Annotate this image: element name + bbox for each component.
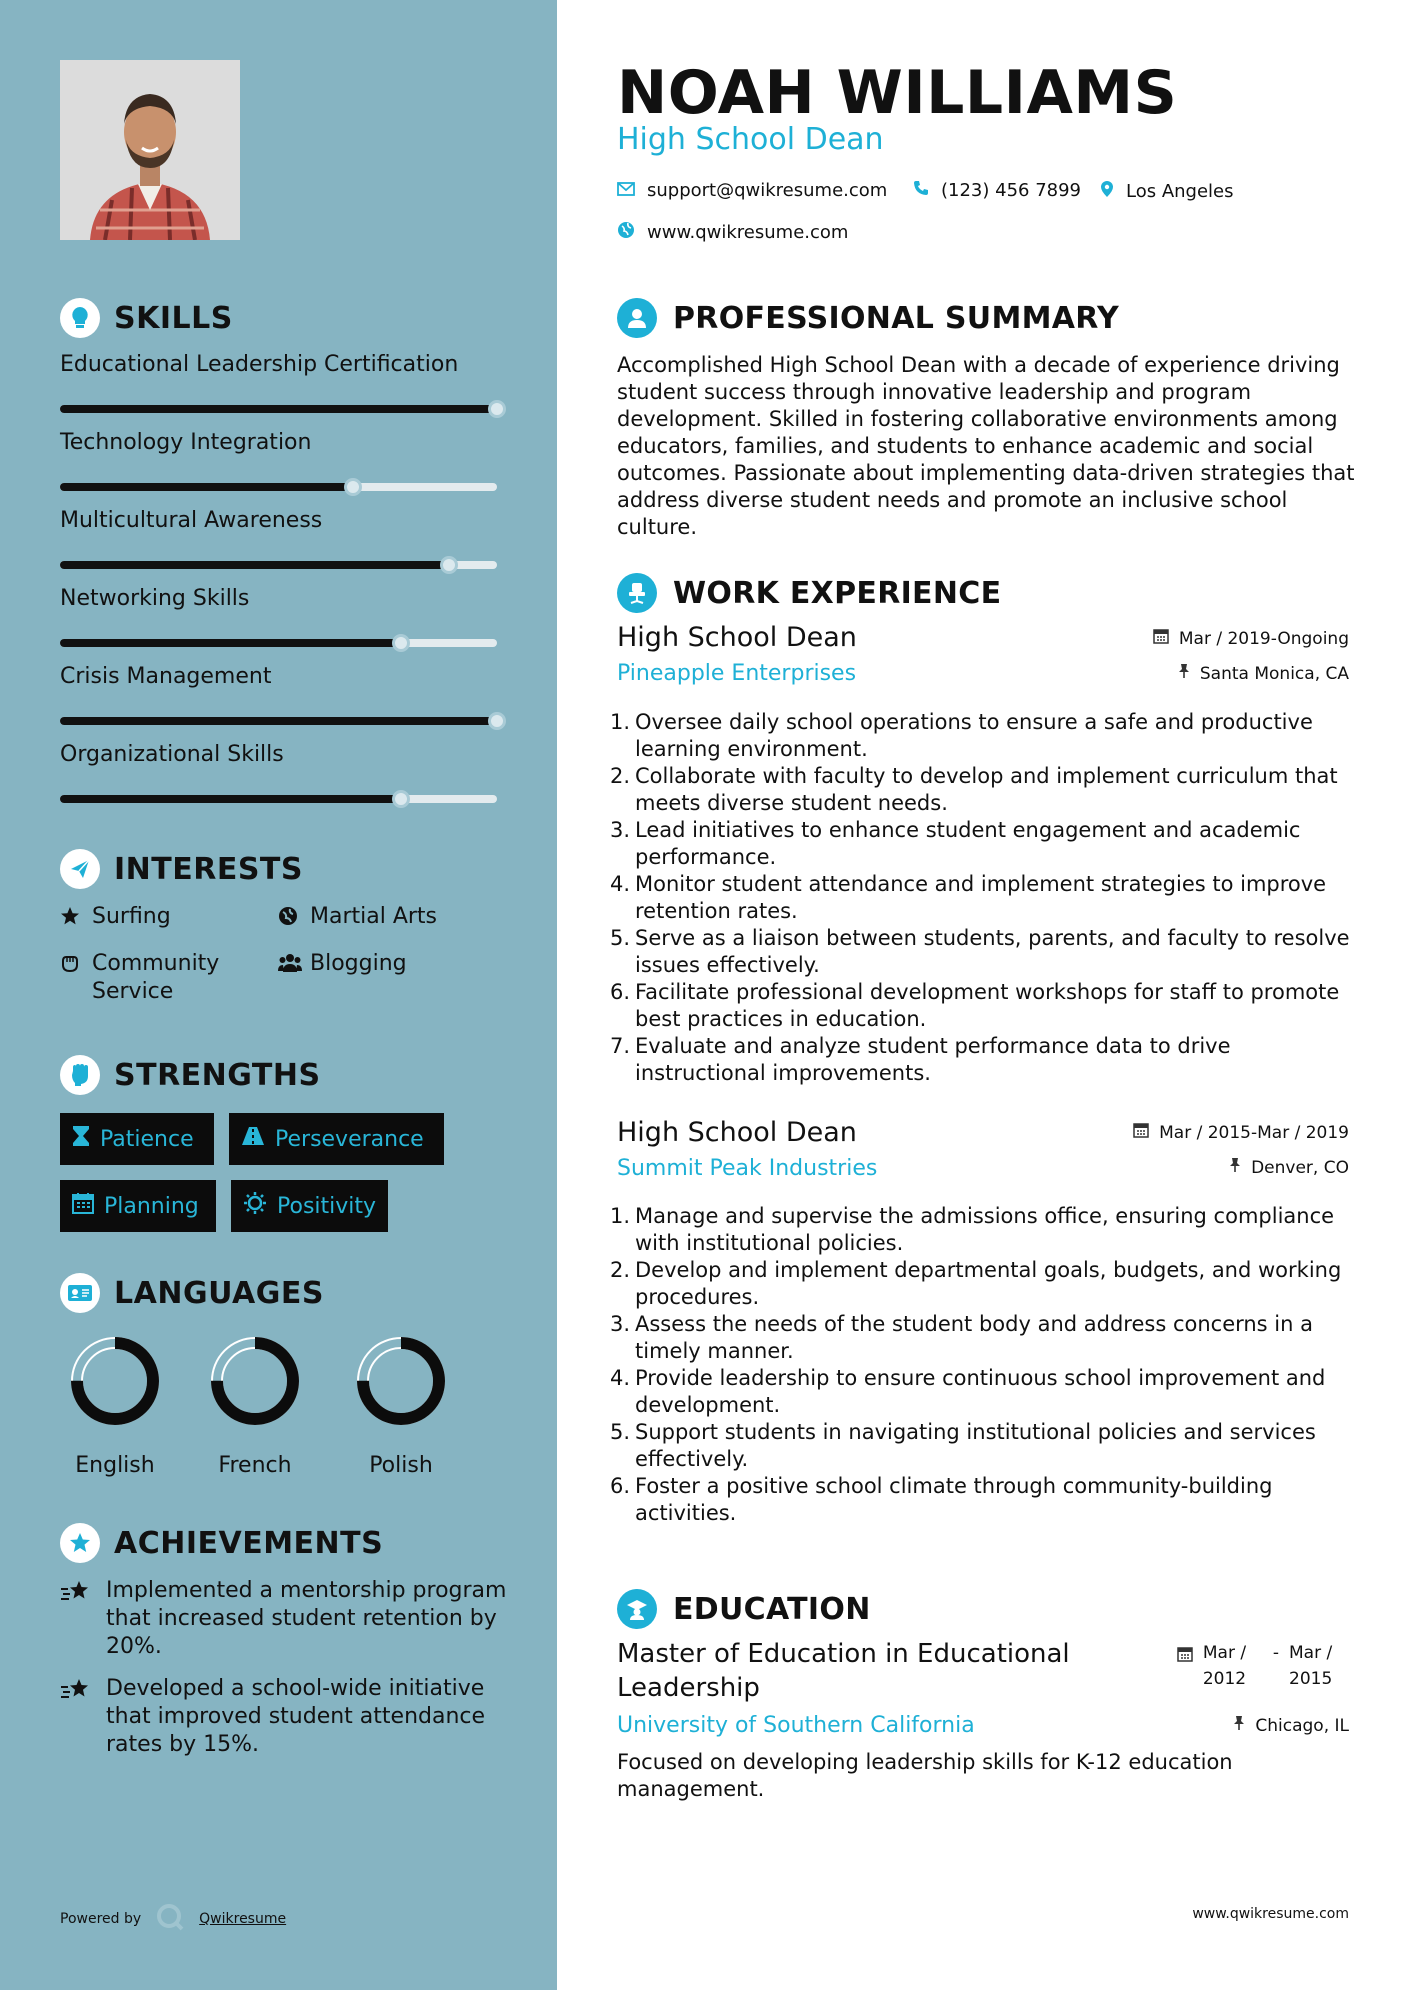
language-label: Polish <box>369 1453 433 1478</box>
skill-level-knob <box>392 790 410 808</box>
language-item <box>205 1331 305 1478</box>
duty-text: Support students in navigating institutional policies and services effectively. <box>635 1420 1316 1471</box>
skill-level-knob <box>392 634 410 652</box>
duty-item <box>610 1203 1350 1257</box>
language-item <box>65 1331 165 1478</box>
skill-level-knob <box>488 400 506 418</box>
phone-icon <box>913 180 929 201</box>
calendar-icon <box>1153 628 1169 649</box>
skill-level-fill <box>60 405 497 413</box>
experience-title: WORK EXPERIENCE <box>673 575 1002 611</box>
hourglass-icon <box>72 1125 90 1153</box>
education-location <box>1233 1715 1349 1736</box>
contact-email[interactable] <box>617 180 887 201</box>
job-dates-text: Mar / 2019-Ongoing <box>1178 628 1349 649</box>
strength-label: Planning <box>104 1193 199 1219</box>
skill-label: Networking Skills <box>60 586 250 611</box>
strength-badge <box>60 1180 216 1232</box>
powered-by-label: Powered by <box>60 1911 142 1927</box>
qwikresume-link[interactable]: Qwikresume <box>199 1911 287 1927</box>
calendar-icon <box>1133 1122 1149 1143</box>
duty-item <box>610 1033 1350 1087</box>
candidate-name: NOAH WILLIAMS <box>617 58 1178 128</box>
strengths-title: STRENGTHS <box>114 1057 321 1093</box>
id-card-icon <box>60 1273 100 1313</box>
duty-item <box>610 817 1350 871</box>
duty-number: 4. <box>610 1366 631 1390</box>
job-location-text: Denver, CO <box>1251 1157 1349 1178</box>
duty-item <box>610 925 1350 979</box>
achievement-text: Developed a school-wide initiative that improved student attendance rates by 15%. <box>106 1676 486 1757</box>
website-text: www.qwikresume.com <box>647 222 849 243</box>
skill-level-fill <box>60 795 401 803</box>
duty-number: 6. <box>610 1474 631 1498</box>
duty-text: Provide leadership to ensure continuous school improvement and development. <box>635 1366 1326 1417</box>
duty-number: 2. <box>610 764 631 788</box>
sidebar <box>0 0 557 1990</box>
office-chair-icon <box>617 573 657 613</box>
duty-text: Collaborate with faculty to develop and implement curriculum that meets diverse student needs. <box>635 764 1338 815</box>
strength-label: Perseverance <box>275 1126 424 1152</box>
skill-label: Technology Integration <box>60 430 312 455</box>
interest-item <box>60 903 171 934</box>
interest-item <box>60 950 260 1006</box>
qwikresume-logo-icon <box>155 1902 185 1936</box>
duty-number: 3. <box>610 818 631 842</box>
job-dates <box>1153 628 1349 649</box>
achievement-item <box>60 1675 510 1759</box>
road-icon <box>241 1126 265 1152</box>
person-photo-icon <box>60 60 240 240</box>
language-proficiency-ring <box>65 1331 165 1431</box>
skill-item <box>60 664 500 689</box>
interest-item <box>278 950 407 981</box>
education-start: Mar / 2012 <box>1202 1643 1247 1689</box>
education-description: Focused on developing leadership skills for K-12 education management. <box>617 1750 1233 1801</box>
duty-number: 1. <box>610 710 631 734</box>
job-location-text: Santa Monica, CA <box>1199 663 1349 684</box>
duty-item <box>610 1365 1350 1419</box>
language-item <box>351 1331 451 1478</box>
skill-label: Multicultural Awareness <box>60 508 323 533</box>
skill-level-fill <box>60 717 497 725</box>
language-label: French <box>218 1453 292 1478</box>
job-title: High School Dean <box>617 622 857 653</box>
duty-item <box>610 1419 1350 1473</box>
skill-label: Crisis Management <box>60 664 272 689</box>
users-icon <box>278 950 300 981</box>
contact-website[interactable] <box>617 221 848 244</box>
education-dates <box>1177 1640 1349 1692</box>
pushpin-icon <box>1178 663 1190 684</box>
duty-text: Manage and supervise the admissions office, ensuring compliance with institutional policies. <box>635 1204 1335 1255</box>
job-title: High School Dean <box>617 1117 857 1148</box>
duty-text: Lead initiatives to enhance student engagement and academic performance. <box>635 818 1301 869</box>
interest-item <box>278 903 437 934</box>
candidate-title: High School Dean <box>617 122 884 157</box>
achievements-title: ACHIEVEMENTS <box>114 1525 384 1561</box>
strengths-heading <box>60 1055 321 1095</box>
graduate-icon <box>617 1589 657 1629</box>
job-duties-list <box>610 709 1350 1087</box>
duty-item <box>610 1257 1350 1311</box>
shooting-star-icon <box>60 1675 94 1759</box>
duty-number: 1. <box>610 1204 631 1228</box>
education-heading <box>617 1589 871 1629</box>
job-company: Pineapple Enterprises <box>617 661 857 686</box>
job-location <box>1178 663 1349 684</box>
job-dates <box>1133 1122 1349 1143</box>
duty-number: 4. <box>610 872 631 896</box>
fist-icon <box>60 1055 100 1095</box>
duty-text: Serve as a liaison between students, parents, and faculty to resolve issues effectively. <box>635 926 1350 977</box>
calendar-icon <box>72 1192 94 1220</box>
achievements-heading <box>60 1523 383 1563</box>
language-label: English <box>75 1453 155 1478</box>
duty-number: 7. <box>610 1034 631 1058</box>
job-duties-list <box>610 1203 1350 1527</box>
duty-item <box>610 979 1350 1033</box>
duty-number: 5. <box>610 1420 631 1444</box>
skills-heading <box>60 298 233 338</box>
summary-title: PROFESSIONAL SUMMARY <box>673 300 1120 336</box>
summary-heading <box>617 298 1119 338</box>
skill-level-fill <box>60 561 449 569</box>
interest-label: Community Service <box>92 951 220 1004</box>
language-proficiency-ring <box>351 1331 451 1431</box>
footer-url[interactable]: www.qwikresume.com <box>1192 1906 1349 1922</box>
job-company: Summit Peak Industries <box>617 1156 878 1181</box>
duty-number: 2. <box>610 1258 631 1282</box>
interest-label: Surfing <box>92 904 171 929</box>
education-end: Mar / 2015 <box>1289 1643 1333 1689</box>
paper-plane-icon <box>60 849 100 889</box>
date-separator: - <box>1272 1643 1279 1663</box>
skill-level-knob <box>344 478 362 496</box>
location-text: Los Angeles <box>1126 181 1234 202</box>
star-icon <box>60 903 82 934</box>
sun-icon <box>243 1191 267 1221</box>
strength-label: Positivity <box>277 1193 377 1219</box>
duty-item <box>610 1311 1350 1365</box>
strength-badge <box>231 1180 388 1232</box>
skills-title: SKILLS <box>114 300 233 336</box>
strength-label: Patience <box>100 1126 194 1152</box>
duty-number: 3. <box>610 1312 631 1336</box>
language-proficiency-ring <box>205 1331 305 1431</box>
skill-item <box>60 508 500 533</box>
skill-level-knob <box>440 556 458 574</box>
skill-level-bar <box>60 639 497 647</box>
languages-title: LANGUAGES <box>114 1275 324 1311</box>
education-school: University of Southern California <box>617 1713 975 1738</box>
calendar-icon <box>1177 1640 1193 1670</box>
star-badge-icon <box>60 1523 100 1563</box>
interests-heading <box>60 849 303 889</box>
hand-icon <box>60 950 82 1006</box>
duty-text: Monitor student attendance and implement strategies to improve retention rates. <box>635 872 1327 923</box>
skill-level-knob <box>488 712 506 730</box>
skill-item <box>60 352 500 377</box>
education-location-text: Chicago, IL <box>1255 1715 1349 1736</box>
duty-text: Oversee daily school operations to ensure a safe and productive learning environment. <box>635 710 1313 761</box>
phone-text: (123) 456 7899 <box>941 180 1082 201</box>
strength-badge <box>60 1113 214 1165</box>
contact-location <box>1100 180 1234 203</box>
lightbulb-icon <box>60 298 100 338</box>
job-location <box>1229 1157 1349 1178</box>
skill-level-fill <box>60 639 401 647</box>
experience-heading <box>617 573 1001 613</box>
skill-level-bar <box>60 561 497 569</box>
strength-badge <box>229 1113 444 1165</box>
duty-number: 5. <box>610 926 631 950</box>
skill-level-bar <box>60 483 497 491</box>
interest-label: Martial Arts <box>310 904 438 929</box>
duty-number: 6. <box>610 980 631 1004</box>
skill-label: Educational Leadership Certification <box>60 352 459 377</box>
skill-level-fill <box>60 483 353 491</box>
skill-level-bar <box>60 795 497 803</box>
duty-text: Foster a positive school climate through community-building activities. <box>635 1474 1273 1525</box>
map-pin-icon <box>1100 180 1114 203</box>
job-dates-text: Mar / 2015-Mar / 2019 <box>1159 1122 1349 1143</box>
duty-item <box>610 1473 1350 1527</box>
education-title: EDUCATION <box>673 1591 871 1627</box>
languages-heading <box>60 1273 324 1313</box>
skill-item <box>60 586 500 611</box>
globe-icon <box>278 903 300 934</box>
duty-text: Facilitate professional development workshops for staff to promote best practices in education. <box>635 980 1340 1031</box>
achievement-text: Implemented a mentorship program that increased student retention by 20%. <box>106 1578 507 1659</box>
duty-item <box>610 763 1350 817</box>
shooting-star-icon <box>60 1577 94 1661</box>
duty-item <box>610 871 1350 925</box>
education-degree: Master of Education in Educational Leadership <box>617 1639 1070 1703</box>
skill-level-bar <box>60 405 497 413</box>
interest-label: Blogging <box>310 951 407 976</box>
contact-phone[interactable] <box>913 180 1081 201</box>
duty-text: Assess the needs of the student body and address concerns in a timely manner. <box>635 1312 1313 1363</box>
skill-item <box>60 430 500 455</box>
achievement-item <box>60 1577 510 1661</box>
skill-item <box>60 742 500 767</box>
globe-icon <box>617 221 635 244</box>
interests-title: INTERESTS <box>114 851 303 887</box>
powered-by <box>60 1902 286 1936</box>
envelope-icon <box>617 180 635 201</box>
duty-item <box>610 709 1350 763</box>
profile-photo <box>60 60 240 240</box>
pushpin-icon <box>1233 1715 1245 1736</box>
email-text: support@qwikresume.com <box>647 180 888 201</box>
summary-text: Accomplished High School Dean with a decade of experience driving student success through innovative leadership and program development. Skilled in fostering collaborative environments among educators, families, and students to enhance academic and social outcomes. Passionate about implementing data-driven strategies that address diverse student needs and promote an inclusive school culture. <box>617 353 1355 539</box>
pushpin-icon <box>1229 1157 1241 1178</box>
skill-label: Organizational Skills <box>60 742 284 767</box>
duty-text: Evaluate and analyze student performance data to drive instructional improvements. <box>635 1034 1231 1085</box>
skill-level-bar <box>60 717 497 725</box>
user-icon <box>617 298 657 338</box>
duty-text: Develop and implement departmental goals, budgets, and working procedures. <box>635 1258 1342 1309</box>
